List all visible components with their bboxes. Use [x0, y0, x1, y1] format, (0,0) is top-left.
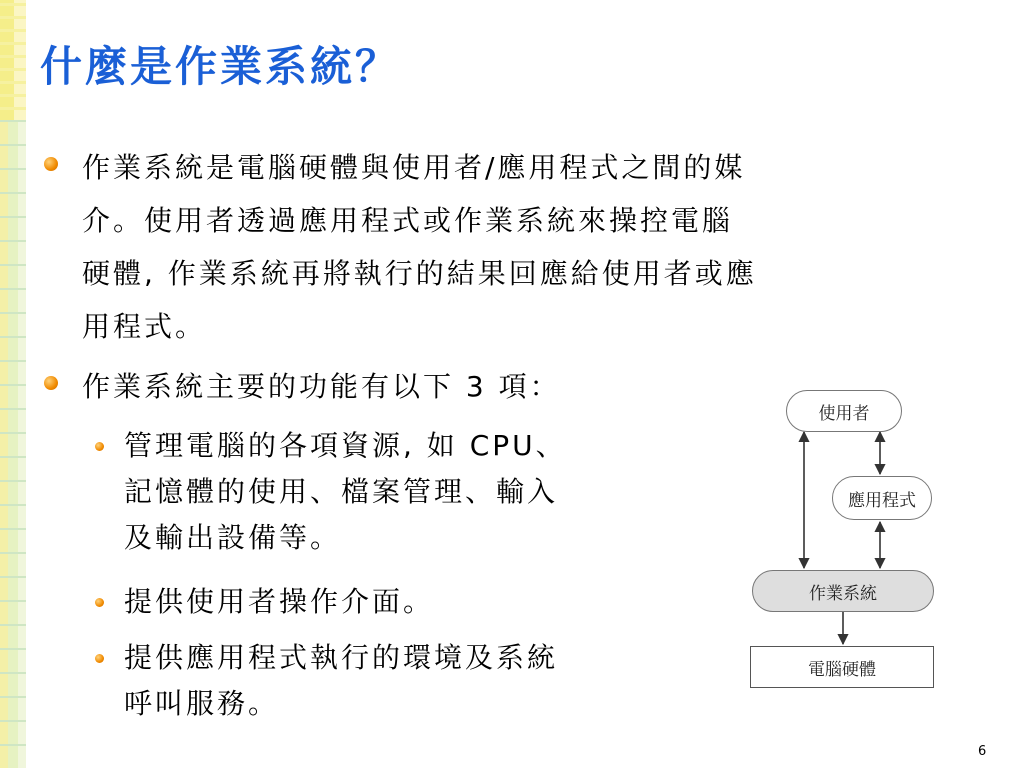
page-number: 6 — [978, 744, 987, 759]
node-hardware: 電腦硬體 — [750, 646, 934, 688]
sub-bullet-1-line-2: 記憶體的使用、檔案管理、輸入 — [124, 475, 559, 508]
bullet-1-line-4: 用程式。 — [82, 310, 207, 343]
sub-bullet-1-line-3: 及輸出設備等。 — [124, 521, 342, 554]
node-user: 使用者 — [786, 390, 902, 432]
node-application: 應用程式 — [832, 476, 932, 520]
sub-bullet-3-line-1: 提供應用程式執行的環境及系統 — [124, 641, 559, 674]
slide-title: 什麼是作業系統？ — [40, 42, 401, 91]
sub-bullet-1-line-1: 管理電腦的各項資源, 如 CPU、 — [124, 429, 567, 462]
node-operating-system: 作業系統 — [752, 570, 934, 612]
bullet-2-line-1: 作業系統主要的功能有以下 3 項： — [82, 370, 561, 403]
bullet-1-line-2: 介。使用者透過應用程式或作業系統來操控電腦 — [82, 204, 734, 237]
bullet-1-line-1: 作業系統是電腦硬體與使用者/應用程式之間的媒 — [82, 151, 746, 184]
bullet-1-line-3: 硬體, 作業系統再將執行的結果回應給使用者或應 — [82, 257, 757, 290]
sub-bullet-2-line-1: 提供使用者操作介面。 — [124, 585, 435, 618]
sub-bullet-3-line-2: 呼叫服務。 — [124, 687, 280, 720]
